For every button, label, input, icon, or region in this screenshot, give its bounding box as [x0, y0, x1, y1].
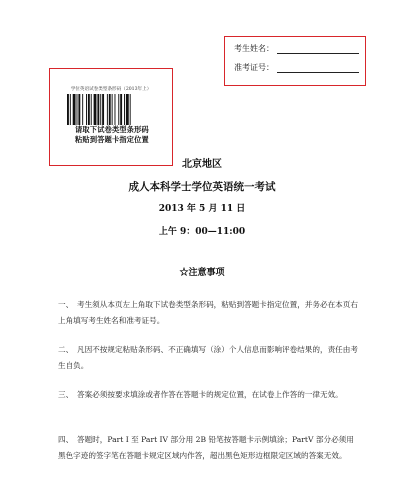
- notice-item-1: 一、 考生须从本页左上角取下试卷类型条形码，粘贴到答题卡指定位置，并务必在本页右上角填写考生姓名和准考证号。: [58, 300, 358, 325]
- notice-item-2: 二、 凡因不按规定粘贴条形码、不正确填写（涂）个人信息而影响评卷结果的，责任由考生自负。: [58, 345, 358, 370]
- barcode-caption: 学位英语试卷类型条形码（2013年上）: [70, 87, 152, 92]
- exam-title: 成人本科学士学位英语统一考试: [128, 181, 276, 193]
- notice-heading: ☆注意事项: [179, 268, 225, 278]
- candidate-id-label: 准考证号：: [234, 63, 274, 72]
- region-title: 北京地区: [182, 159, 222, 170]
- exam-time: 上午 9：00—11:00: [158, 227, 246, 237]
- barcode-instruction-line-2: 粘贴到答题卡指定位置: [75, 135, 149, 144]
- candidate-id-row: [234, 62, 359, 73]
- candidate-name-field[interactable]: [277, 45, 359, 54]
- barcode-instruction: [64, 125, 160, 142]
- candidate-id-field[interactable]: [277, 64, 359, 73]
- barcode-box: [49, 68, 173, 166]
- notice-item-3: 三、 答案必须按要求填涂或者作答在答题卡的规定位置，在试卷上作答的一律无效。: [58, 390, 343, 399]
- candidate-name-row: [234, 43, 359, 54]
- candidate-info-box: [224, 36, 366, 86]
- exam-date: 2013 年 5 月 11 日: [158, 204, 246, 214]
- candidate-name-label: 考生姓名：: [234, 44, 274, 53]
- barcode-instruction-line-1: 请取下试卷类型条形码: [75, 125, 149, 134]
- notice-item-4: 四、 答题时，Part I 至 Part IV 部分用 2B 铅笔按答题卡示例填涂；PartV 部分必须用黑色字迹的签字笔在答题卡规定区域内作答，超出黑色矩形边框限定区域的答案无效。: [58, 435, 354, 460]
